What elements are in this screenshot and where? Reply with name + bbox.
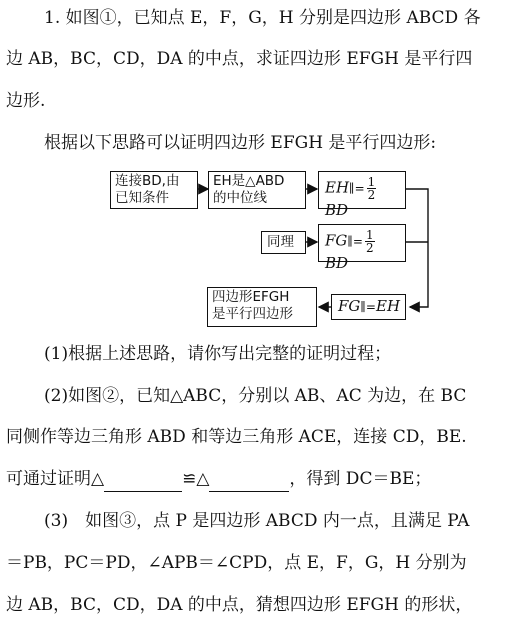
formula-eh: EH: [325, 178, 350, 197]
formula-bd: BD: [325, 201, 349, 219]
question-2-text-b: ≌△: [182, 469, 210, 489]
flow-box-midline-line-2: 的中位线: [213, 190, 267, 206]
question-3-line-2: ＝PB，PC＝PD，∠APB＝∠CPD，点 E，F，G，H 分别为: [6, 553, 467, 573]
parallel-equal-symbol: ∥=: [349, 181, 365, 196]
flow-box-eh-half-bd: [318, 171, 406, 219]
answer-blank-2[interactable]: [209, 467, 289, 492]
fraction-denominator: 2: [367, 188, 376, 202]
problem-line-1: 1. 如图①，已知点 E，F，G，H 分别是四边形 ABCD 各: [44, 8, 481, 28]
flow-box-similarly: 同理: [261, 231, 306, 254]
question-2-text-a: 可通过证明△: [6, 469, 105, 489]
fraction-numerator: 1: [367, 175, 376, 189]
hint-line: 根据以下思路可以证明四边形 EFGH 是平行四边形:: [44, 133, 437, 153]
flow-box-conclusion-line-1: 四边形EFGH: [212, 289, 290, 305]
flow-box-connect-bd-line-1: 连接BD,由: [115, 173, 180, 189]
formula-bd: BD: [325, 254, 349, 272]
parallel-equal-symbol: ∥=: [360, 300, 376, 314]
formula-fg: FG: [338, 297, 361, 315]
formula-fg: FG: [325, 231, 348, 250]
flow-box-midline-line-1: EH是△ABD: [213, 173, 285, 189]
fraction-one-half: [367, 176, 377, 201]
flow-box-midline: [208, 171, 306, 209]
problem-line-3: 边形.: [6, 91, 46, 111]
fraction-one-half: [365, 229, 375, 254]
fraction-numerator: 1: [366, 228, 374, 242]
question-2-line-2: 同侧作等边三角形 ABD 和等边三角形 ACE，连接 CD，BE.: [6, 427, 467, 447]
flow-box-conclusion-line-2: 是平行四边形: [212, 306, 293, 322]
flow-box-fg-eq-eh: [331, 294, 406, 320]
flow-box-connect-bd: [110, 171, 198, 209]
fraction-denominator: 2: [366, 241, 374, 255]
question-2-text-c: ，得到 DC＝BE；: [289, 469, 432, 489]
formula-eh: EH: [376, 297, 401, 315]
question-3-line-1: (3) 如图③，点 P 是四边形 ABCD 内一点，且满足 PA: [44, 511, 470, 531]
question-2-line-1: (2)如图②，已知△ABC，分别以 AB、AC 为边，在 BC: [44, 386, 467, 406]
flow-box-fg-half-bd: [318, 224, 406, 272]
problem-line-2: 边 AB，BC，CD，DA 的中点，求证四边形 EFGH 是平行四: [6, 49, 473, 69]
question-2-line-3: [6, 467, 431, 492]
parallel-equal-symbol: ∥=: [347, 234, 363, 249]
question-1: (1)根据上述思路，请你写出完整的证明过程；: [44, 344, 392, 364]
answer-blank-1[interactable]: [104, 467, 182, 492]
question-3-line-3: 边 AB，BC，CD，DA 的中点，猜想四边形 EFGH 的形状，: [6, 595, 473, 615]
flow-box-connect-bd-line-2: 已知条件: [115, 190, 169, 206]
flow-box-conclusion: [207, 287, 317, 327]
